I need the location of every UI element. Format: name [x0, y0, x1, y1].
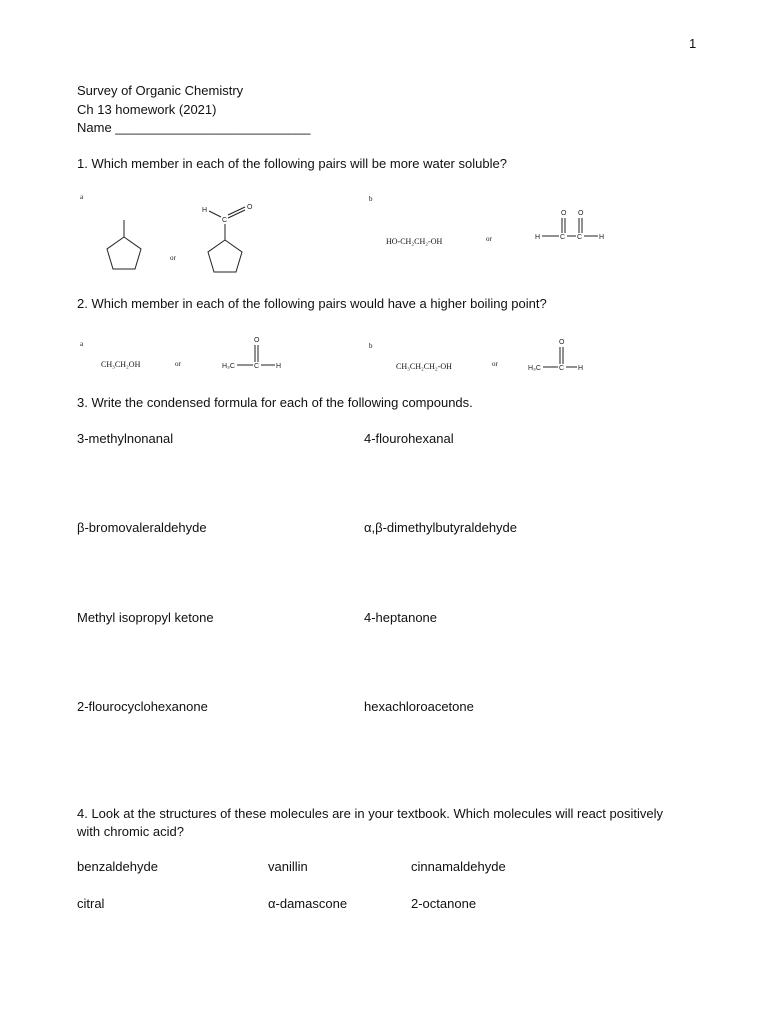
- molecule-item: α-damascone: [268, 896, 348, 911]
- molecule-item: cinnamaldehyde: [411, 859, 506, 874]
- acetaldehyde-structure-b: [528, 335, 598, 375]
- compound-item: Methyl isopropyl ketone: [77, 610, 214, 625]
- acetaldehyde-b-c: C: [559, 365, 565, 372]
- ethanol-formula: CH₃CH₂OH: [101, 360, 141, 369]
- glyoxal-c1: C: [560, 234, 566, 241]
- glyoxal-structure: [535, 206, 615, 246]
- question-4-prompt-line1: 4. Look at the structures of these molecules are in your textbook. Which molecules will react positively: [77, 806, 663, 821]
- compound-item: 4-flourohexanal: [364, 431, 454, 446]
- q2-part-a-label: a: [80, 340, 84, 348]
- question-4-prompt-line2: with chromic acid?: [77, 824, 184, 839]
- compound-item: β-bromovaleraldehyde: [77, 520, 207, 535]
- acetaldehyde-a-c: C: [254, 363, 260, 370]
- glyoxal-h1: H: [535, 234, 541, 241]
- ethylene-glycol-formula: HO-CH₂CH₂-OH: [386, 237, 443, 246]
- question-2-prompt: 2. Which member in each of the following pairs would have a higher boiling point?: [77, 296, 547, 311]
- molecule-item: citral: [77, 896, 105, 911]
- acetaldehyde-b-o: O: [559, 339, 565, 346]
- q1-part-b-or: or: [486, 235, 492, 243]
- acetaldehyde-b-h3c: H₃C: [528, 365, 541, 372]
- name-field-label: Name ___________________________: [77, 120, 311, 135]
- question-3-prompt: 3. Write the condensed formula for each of the following compounds.: [77, 395, 473, 410]
- compound-item: hexachloroacetone: [364, 699, 474, 714]
- q1a-aldehyde-o: O: [247, 204, 253, 211]
- q1a-aldehyde-c: C: [222, 217, 228, 224]
- molecule-item: 2-octanone: [411, 896, 477, 911]
- acetaldehyde-b-h: H: [578, 365, 584, 372]
- propanol-formula: CH₃CH₂CH₂-OH: [396, 362, 452, 371]
- glyoxal-o1: O: [561, 210, 567, 217]
- acetaldehyde-a-o: O: [254, 337, 260, 344]
- q1-part-a-or: or: [170, 254, 176, 262]
- compound-item: 3-methylnonanal: [77, 431, 174, 446]
- assignment-title: Ch 13 homework (2021): [77, 102, 217, 117]
- q2-part-a-or: or: [175, 360, 181, 368]
- q2-part-b-or: or: [492, 360, 498, 368]
- course-title: Survey of Organic Chemistry: [77, 83, 244, 98]
- compound-item: α,β-dimethylbutyraldehyde: [364, 520, 518, 535]
- acetaldehyde-a-h: H: [276, 363, 282, 370]
- q1-part-a-label: a: [80, 193, 84, 201]
- acetaldehyde-a-h3c: H₃C: [222, 363, 235, 370]
- molecule-item: vanillin: [268, 859, 308, 874]
- molecule-item: benzaldehyde: [77, 859, 158, 874]
- glyoxal-c2: C: [577, 234, 583, 241]
- compound-item: 4-heptanone: [364, 610, 438, 625]
- cyclopentanecarbaldehyde-structure: [195, 198, 265, 288]
- methylcyclopentane-structure: [100, 212, 160, 282]
- glyoxal-o2: O: [578, 210, 584, 217]
- compound-item: 2-flourocyclohexanone: [77, 699, 208, 714]
- question-1-prompt: 1. Which member in each of the following pairs will be more water soluble?: [77, 156, 507, 171]
- q1-part-b-label: b: [369, 195, 373, 203]
- q1a-aldehyde-h: H: [202, 207, 208, 214]
- glyoxal-h2: H: [599, 234, 605, 241]
- acetaldehyde-structure-a: [222, 333, 292, 373]
- page-number: 1: [689, 36, 697, 51]
- q2-part-b-label: b: [369, 342, 373, 350]
